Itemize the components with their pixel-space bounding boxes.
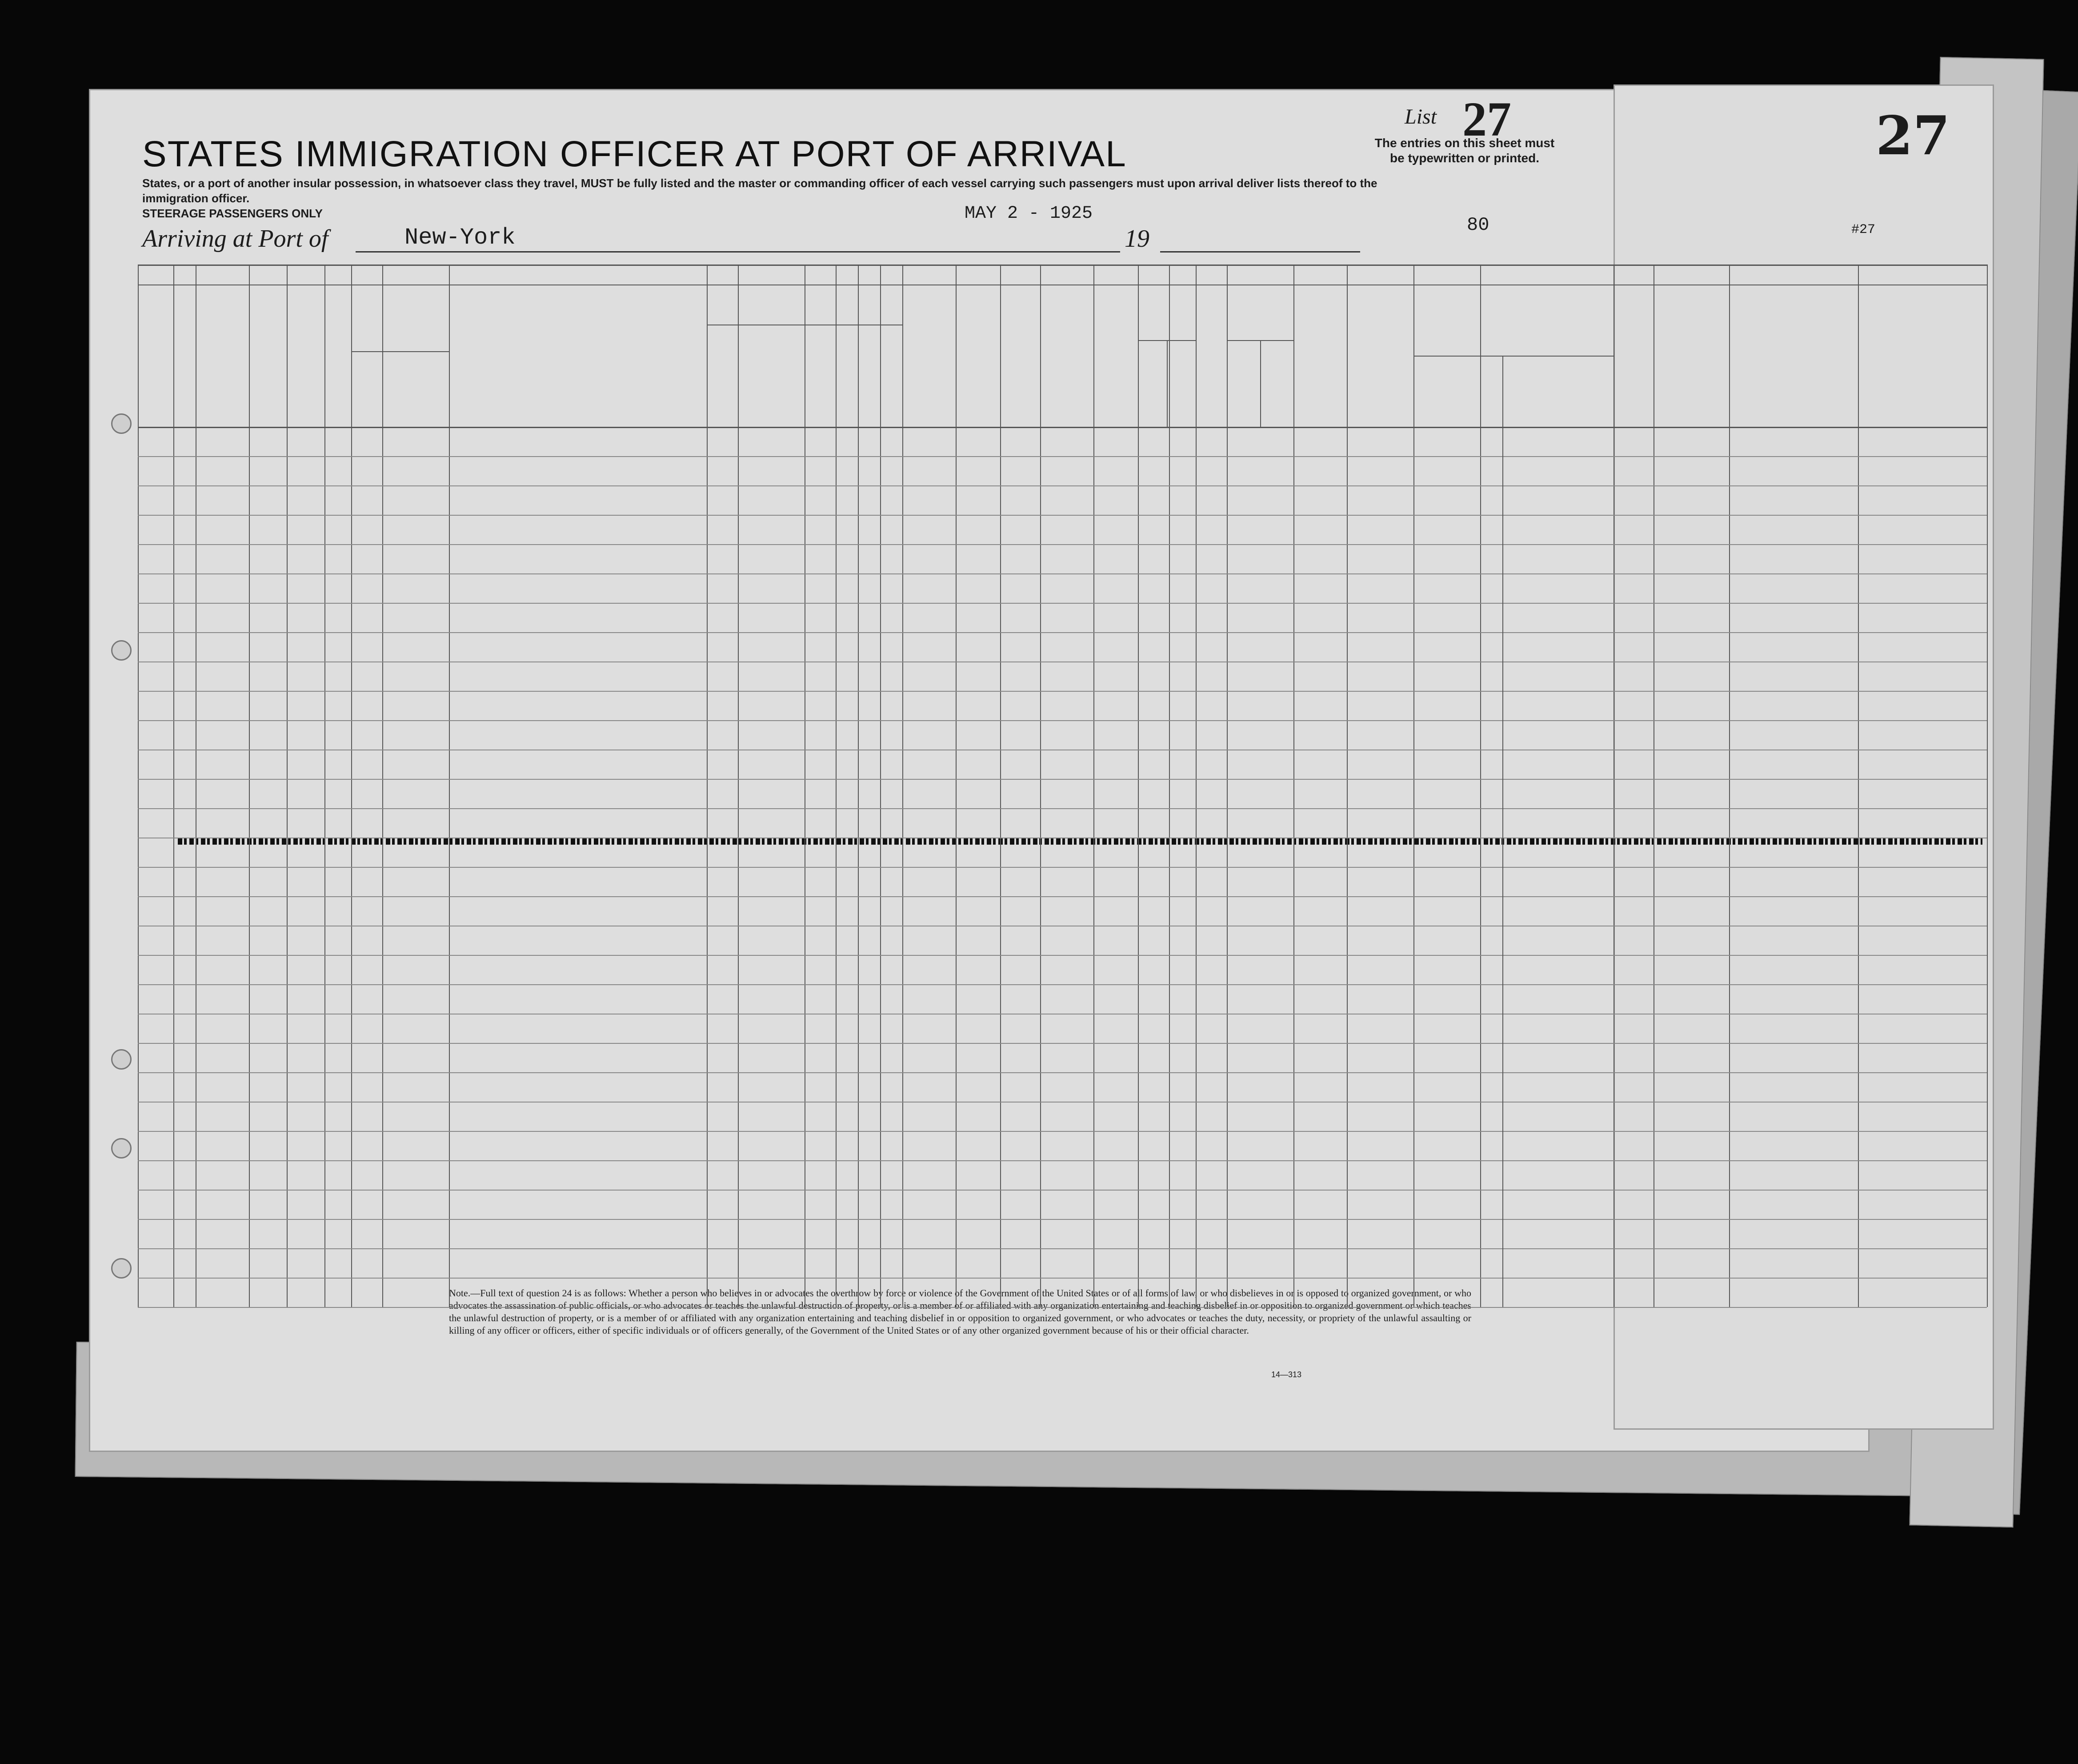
hair-eyes-divider xyxy=(1260,340,1261,427)
table-top-rule xyxy=(138,265,1987,266)
column-divider xyxy=(173,265,174,1307)
column-divider xyxy=(1138,265,1139,1307)
column-divider xyxy=(902,265,903,1307)
page-number: 27 xyxy=(1876,104,1950,167)
footnote: Note.—Full text of question 24 is as follows: Whether a person who believes in or advocates the overthrow by force or violence of the Government of the United States or of all forms of law, or who disbelieves in or is opposed to organized government, or who advocates the assassination of public officials, or who advocates or teaches the unlawful destruction of property, or is a member of or affiliated with any organization entertaining and teaching disbelief in or opposition to organized government or which teaches the unlawful destruction of property, or is a member of or affiliated with any organization entertaining and teaching disbelief in or opposition to organized government, or who advocates or teaches the duty, necessity, or propriety of the unlawful assaulting or killing of any officer or officers, either of specific individuals or of officers generally, of the Government of the United States or of any other organized government because of his or their official character. xyxy=(449,1287,1471,1336)
row-rule xyxy=(138,1219,1987,1220)
column-divider xyxy=(1040,265,1041,1307)
arriving-port: New-York xyxy=(404,225,516,251)
row-rule xyxy=(138,1160,1987,1161)
row-rule xyxy=(138,1072,1987,1073)
column-divider xyxy=(1413,265,1414,1307)
feet-inches-divider xyxy=(1167,340,1168,427)
list-label: List xyxy=(1405,105,1437,128)
column-divider xyxy=(324,265,325,1307)
row-rule xyxy=(138,456,1987,457)
column-divider xyxy=(249,265,250,1307)
column-divider xyxy=(1858,265,1859,1307)
column-divider xyxy=(449,265,450,1307)
manifest-sheet xyxy=(89,89,1870,1452)
column-divider xyxy=(1093,265,1094,1307)
instructions-line-2: STEERAGE PASSENGERS ONLY xyxy=(142,207,323,220)
row-rule xyxy=(138,1307,1987,1308)
list-number: 27 xyxy=(1462,92,1511,146)
arriving-year-rule xyxy=(1160,251,1360,253)
header-bottom-rule xyxy=(138,427,1987,428)
column-divider xyxy=(1196,265,1197,1307)
arriving-label: Arriving at Port of xyxy=(142,225,328,253)
column-divider xyxy=(1000,265,1001,1307)
row-rule xyxy=(138,1131,1987,1132)
column-divider xyxy=(1347,265,1348,1307)
manifest-sheet-right-panel xyxy=(1614,84,1994,1430)
page-title: STATES IMMIGRATION OFFICER AT PORT OF ARRIVAL xyxy=(142,134,1127,174)
instructions-line-1: States, or a port of another insular possession, in whatsoever class they travel, MUST be fully listed and the master or commanding officer of each vessel carrying such passengers must upon arrival deliver lists thereof to the immigration officer. xyxy=(142,176,1377,205)
row-rule xyxy=(138,720,1987,721)
arriving-year-label: 19 xyxy=(1125,225,1149,253)
row-rule xyxy=(138,867,1987,868)
country-city-divider xyxy=(1502,356,1503,1307)
instructions xyxy=(142,176,1387,221)
column-divider xyxy=(351,265,352,1307)
punch-hole xyxy=(111,413,132,434)
row-rule xyxy=(138,573,1987,574)
column-divider xyxy=(707,265,708,1307)
column-divider xyxy=(382,265,383,1307)
column-divider xyxy=(1987,265,1988,1307)
row-rule xyxy=(138,691,1987,692)
row-rule xyxy=(138,1043,1987,1044)
column-divider xyxy=(1293,265,1294,1307)
row-rule xyxy=(138,1278,1987,1279)
column-divider xyxy=(858,265,859,1307)
column-divider xyxy=(1480,265,1481,1307)
punch-hole xyxy=(111,1049,132,1070)
sub-rule-before-us xyxy=(351,351,449,352)
arriving-rule xyxy=(356,251,1120,253)
cancel-line-row-12 xyxy=(178,838,1982,845)
form-code: 14—313 xyxy=(1271,1370,1302,1379)
row-rule xyxy=(138,1190,1987,1191)
punch-hole xyxy=(111,640,132,661)
row-rule xyxy=(138,632,1987,633)
punch-hole xyxy=(111,1258,132,1279)
column-divider xyxy=(287,265,288,1307)
list-note: The entries on this sheet must be typewritten or printed. xyxy=(1374,136,1555,165)
row-rule xyxy=(138,984,1987,985)
arrival-date-stamp: MAY 2 - 1925 xyxy=(965,204,1093,224)
row-rule xyxy=(138,896,1987,897)
sub-rule-place xyxy=(1413,356,1614,357)
row-rule xyxy=(138,808,1987,809)
column-divider xyxy=(1169,265,1170,1307)
column-divider xyxy=(956,265,957,1307)
column-divider xyxy=(1729,265,1730,1307)
column-divider xyxy=(880,265,881,1307)
column-divider xyxy=(738,265,739,1307)
row-rule xyxy=(138,544,1987,545)
stamp-ref: #27 xyxy=(1851,222,1876,237)
row-rule xyxy=(138,955,1987,956)
row-rule xyxy=(138,603,1987,604)
stamp-80: 80 xyxy=(1467,214,1489,236)
punch-hole xyxy=(111,1138,132,1159)
row-rule xyxy=(138,485,1987,486)
row-rule xyxy=(138,515,1987,516)
row-rule xyxy=(138,779,1987,780)
column-divider xyxy=(836,265,837,1307)
row-rule xyxy=(138,1248,1987,1249)
column-divider xyxy=(138,265,139,1307)
column-divider xyxy=(1227,265,1228,1307)
